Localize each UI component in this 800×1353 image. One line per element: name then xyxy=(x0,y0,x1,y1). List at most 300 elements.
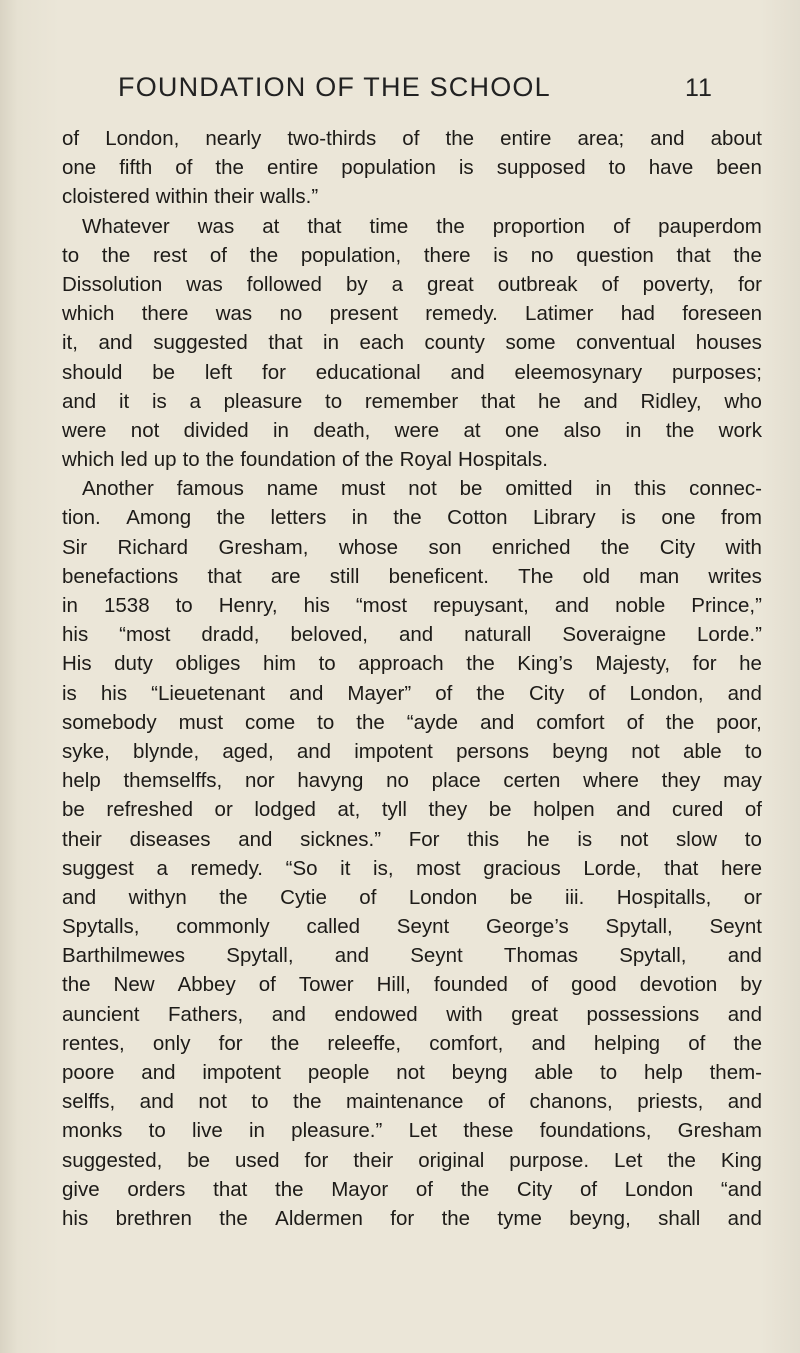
text-line xyxy=(62,737,762,766)
word: not xyxy=(631,739,660,763)
word: is xyxy=(621,506,636,530)
word: commonly xyxy=(176,915,270,939)
word: benefactions xyxy=(62,564,179,588)
word: left xyxy=(204,360,233,384)
word: certen xyxy=(503,769,561,793)
word: there xyxy=(141,302,189,326)
word: pleasure xyxy=(223,389,303,413)
body-text xyxy=(62,124,762,1233)
word: to xyxy=(744,739,762,763)
word: suggest xyxy=(62,856,134,880)
word: Hill, xyxy=(376,973,411,997)
word: 1538 xyxy=(103,594,150,617)
word: nor xyxy=(244,769,275,793)
word: “So xyxy=(285,856,318,880)
word: Gresham, xyxy=(218,535,309,559)
word: be xyxy=(152,360,176,384)
word: the xyxy=(460,1177,490,1201)
word: obliges xyxy=(175,652,241,676)
word: themselffs, xyxy=(123,769,223,793)
word: in xyxy=(248,1119,265,1143)
word: it xyxy=(118,389,130,413)
word: Aldermen xyxy=(275,1206,363,1230)
text-line xyxy=(62,533,762,562)
word: the xyxy=(445,127,474,150)
word: endowed xyxy=(334,1002,418,1026)
word: work xyxy=(718,418,762,442)
word: walls.” xyxy=(260,185,319,209)
word: not xyxy=(396,1061,425,1084)
word: in xyxy=(595,477,612,501)
word: not xyxy=(408,477,437,501)
word: that xyxy=(481,389,516,413)
word: county xyxy=(424,331,485,355)
word: persons xyxy=(456,739,530,763)
word: Spytalls, xyxy=(62,915,140,939)
word: name xyxy=(266,477,319,501)
word: Majesty, xyxy=(595,652,671,676)
word: sicknes.” xyxy=(300,827,382,851)
word: must xyxy=(178,710,224,734)
text-line xyxy=(62,299,762,328)
word: the xyxy=(393,506,422,530)
word: fifth xyxy=(119,156,153,180)
text-line xyxy=(62,562,762,591)
word: from xyxy=(721,506,762,530)
word: it xyxy=(340,856,351,880)
word: be xyxy=(187,1148,211,1172)
word: foreseen xyxy=(682,302,762,326)
text-line xyxy=(62,1029,762,1058)
word: is xyxy=(62,681,77,705)
word: Fathers, xyxy=(168,1002,244,1026)
word: havyng xyxy=(297,769,364,793)
word: brethren xyxy=(115,1206,192,1230)
word: of xyxy=(435,681,453,705)
word: with xyxy=(446,1002,483,1026)
word: in xyxy=(323,331,340,355)
word: be xyxy=(488,798,512,822)
word: writes xyxy=(708,564,762,588)
word: for xyxy=(304,1148,329,1172)
word: man xyxy=(639,564,680,588)
word: two-thirds xyxy=(287,127,377,150)
word: for xyxy=(218,1031,243,1055)
word: a xyxy=(189,389,201,413)
word: proportion xyxy=(492,214,586,238)
word: releeffe, xyxy=(327,1031,402,1055)
word: beyng, xyxy=(569,1206,631,1230)
word: syke, xyxy=(62,739,110,763)
word: had xyxy=(620,302,655,326)
word: King xyxy=(720,1148,762,1172)
word: Royal xyxy=(399,448,452,472)
word: and xyxy=(727,1206,762,1230)
word: up xyxy=(153,448,177,472)
word: devotion xyxy=(639,973,718,997)
word: lodged xyxy=(254,798,316,822)
word: were xyxy=(394,418,440,442)
word: and xyxy=(289,681,324,705)
word: “Lieuetenant xyxy=(151,681,266,705)
word: that xyxy=(207,564,242,588)
word: to xyxy=(600,1061,618,1084)
word: refreshed xyxy=(106,798,193,822)
word: there xyxy=(423,243,471,267)
word: the xyxy=(249,243,279,267)
word: gracious xyxy=(483,856,561,880)
word: present xyxy=(329,302,398,326)
word: their xyxy=(62,827,102,851)
word: in xyxy=(272,418,289,442)
word: population xyxy=(341,156,436,180)
word: for xyxy=(390,1206,415,1230)
word: led xyxy=(120,448,148,472)
word: Prince,” xyxy=(691,594,762,617)
word: was xyxy=(215,302,253,326)
word: tion. xyxy=(62,506,101,530)
word: original xyxy=(418,1148,485,1172)
word: for xyxy=(738,272,762,296)
word: Mayer” xyxy=(347,681,412,705)
word: area; xyxy=(577,127,625,150)
word: used xyxy=(235,1148,280,1172)
word: monks xyxy=(62,1119,123,1143)
word: the xyxy=(356,710,385,734)
word: come xyxy=(245,710,296,734)
word: and xyxy=(141,1061,176,1084)
word: to xyxy=(325,389,343,413)
word: of xyxy=(487,1090,505,1114)
word: and xyxy=(398,623,434,647)
word: Lorde, xyxy=(583,856,642,880)
text-line xyxy=(62,241,762,270)
word: of xyxy=(626,710,644,734)
word: The xyxy=(518,564,554,588)
word: their xyxy=(214,185,255,209)
word: founded xyxy=(433,973,508,997)
word: of xyxy=(175,156,193,180)
word: Henry, xyxy=(218,594,278,617)
word: London xyxy=(408,885,478,909)
word: City xyxy=(528,681,565,705)
word: of xyxy=(613,214,631,238)
text-line xyxy=(62,445,762,474)
word: in xyxy=(351,506,368,530)
word: and xyxy=(727,944,762,968)
word: George’s xyxy=(485,915,569,939)
word: suggested, xyxy=(62,1148,163,1172)
word: and xyxy=(650,127,685,150)
word: one xyxy=(62,156,97,180)
word: cloistered xyxy=(62,185,150,209)
word: and xyxy=(98,331,133,355)
word: poore xyxy=(62,1061,115,1084)
word: beyng xyxy=(451,1061,508,1084)
word: of xyxy=(744,798,762,822)
word: the xyxy=(436,214,465,238)
word: entire xyxy=(500,127,552,150)
text-line xyxy=(62,1204,762,1233)
word: was xyxy=(197,214,235,238)
word: time xyxy=(369,214,409,238)
word: outbreak xyxy=(497,272,578,296)
word: or xyxy=(214,798,233,822)
word: that xyxy=(676,243,711,267)
word: withyn xyxy=(128,885,187,909)
word: at, xyxy=(337,798,361,822)
text-line xyxy=(62,883,762,912)
word: for xyxy=(692,652,717,676)
word: Spytall, xyxy=(226,944,294,968)
word: be xyxy=(62,798,85,822)
word: Cotton xyxy=(447,506,508,530)
word: Seynt xyxy=(410,944,463,968)
word: aged, xyxy=(222,739,274,763)
text-line xyxy=(62,825,762,854)
word: the xyxy=(270,1031,300,1055)
word: or xyxy=(743,885,762,909)
word: in xyxy=(62,594,78,617)
text-line xyxy=(62,503,762,532)
word: Whatever xyxy=(82,214,170,238)
word: and xyxy=(62,885,97,909)
text-line xyxy=(62,1116,762,1145)
word: maintenance xyxy=(346,1090,464,1114)
word: Seynt xyxy=(396,915,450,939)
word: Richard xyxy=(117,535,189,559)
word: the xyxy=(667,1148,696,1172)
word: Soveraigne xyxy=(562,623,667,647)
word: that xyxy=(213,1177,248,1201)
word: rentes, xyxy=(62,1031,125,1055)
word: letters xyxy=(270,506,327,530)
word: a xyxy=(156,856,168,880)
word: auncient xyxy=(62,1002,140,1026)
text-line xyxy=(62,620,762,649)
word: the xyxy=(466,652,495,676)
word: King’s xyxy=(517,652,573,676)
word: with xyxy=(725,535,762,559)
word: Spytall, xyxy=(605,915,673,939)
word: Tower xyxy=(298,973,354,997)
word: and xyxy=(616,798,651,822)
word: Seynt xyxy=(709,915,762,939)
word: at xyxy=(262,214,280,238)
word: death, xyxy=(313,418,371,442)
word: is, xyxy=(373,856,394,880)
word: to xyxy=(251,1090,269,1114)
word: been xyxy=(716,156,762,180)
word: great xyxy=(511,1002,558,1026)
word: his xyxy=(62,623,89,647)
word: and xyxy=(62,389,97,413)
word: which xyxy=(62,448,115,472)
word: poverty, xyxy=(642,272,715,296)
word: the xyxy=(733,243,762,267)
word: Thomas xyxy=(503,944,578,968)
word: diseases xyxy=(129,827,211,851)
word: blynde, xyxy=(133,739,200,763)
word: “ayde xyxy=(406,710,459,734)
word: and xyxy=(450,360,485,384)
word: which xyxy=(62,302,115,326)
word: he xyxy=(537,389,561,413)
word: followed xyxy=(246,272,322,296)
word: this xyxy=(467,827,500,851)
word: helping xyxy=(593,1031,661,1055)
word: omitted xyxy=(505,477,573,501)
word: of xyxy=(341,448,360,472)
word: impotent xyxy=(202,1061,282,1084)
word: the xyxy=(665,418,695,442)
page-number: 11 xyxy=(685,74,713,102)
word: Another xyxy=(82,477,154,501)
word: and xyxy=(334,944,369,968)
word: rest xyxy=(152,243,188,267)
word: London xyxy=(624,1177,694,1201)
word: cured xyxy=(672,798,724,822)
word: priests, xyxy=(637,1090,704,1114)
text-line xyxy=(62,328,762,357)
word: Barthilmewes xyxy=(62,944,186,968)
word: his xyxy=(303,594,330,617)
word: conventual xyxy=(576,331,676,355)
word: to xyxy=(317,710,335,734)
text-line xyxy=(62,182,762,211)
word: also xyxy=(563,418,602,442)
word: Gresham xyxy=(677,1119,762,1143)
word: beneficent. xyxy=(388,564,489,588)
word: possessions xyxy=(586,1002,700,1026)
word: remedy. xyxy=(425,302,498,326)
text-line xyxy=(62,708,762,737)
word: Ridley, xyxy=(640,389,702,413)
word: of xyxy=(62,127,80,150)
word: be xyxy=(509,885,533,909)
text-line xyxy=(62,795,762,824)
text-line xyxy=(62,941,762,970)
word: must xyxy=(340,477,386,501)
word: to xyxy=(744,827,762,851)
word: of xyxy=(359,885,377,909)
word: the xyxy=(216,506,246,530)
word: him xyxy=(262,652,297,676)
word: pauperdom xyxy=(658,214,762,238)
word: who xyxy=(724,389,762,413)
word: the xyxy=(665,710,695,734)
word: pleasure.” xyxy=(291,1119,383,1143)
word: Dissolution xyxy=(62,272,163,296)
word: Hospitalls, xyxy=(616,885,712,909)
word: have xyxy=(648,156,694,180)
word: educational xyxy=(315,360,421,384)
word: poor, xyxy=(716,710,762,734)
word: “most xyxy=(355,594,408,617)
word: Among xyxy=(126,506,192,530)
word: that xyxy=(307,214,342,238)
word: where xyxy=(583,769,639,793)
word: beloved, xyxy=(290,623,368,647)
word: help xyxy=(643,1061,683,1084)
word: remedy. xyxy=(190,856,263,880)
word: somebody xyxy=(62,710,157,734)
word: they xyxy=(428,798,468,822)
word: the xyxy=(62,973,91,997)
word: be xyxy=(459,477,483,501)
word: he xyxy=(739,652,762,676)
word: the xyxy=(293,1090,322,1114)
word: Lorde.” xyxy=(696,623,762,647)
word: by xyxy=(740,973,762,997)
word: population, xyxy=(300,243,402,267)
word: enriched xyxy=(491,535,571,559)
word: that xyxy=(268,331,303,355)
word: and xyxy=(554,594,590,617)
word: and xyxy=(480,710,515,734)
word: still xyxy=(329,564,360,588)
word: a xyxy=(391,272,404,296)
word: and xyxy=(727,1090,762,1114)
word: is xyxy=(577,827,593,851)
word: about xyxy=(710,127,762,150)
word: the xyxy=(476,681,505,705)
word: and xyxy=(296,739,332,763)
word: the xyxy=(600,535,630,559)
text-line xyxy=(62,416,762,445)
word: impotent xyxy=(354,739,433,763)
word: is xyxy=(493,243,509,267)
word: in xyxy=(625,418,642,442)
text-line xyxy=(62,1058,762,1087)
word: to xyxy=(182,448,200,472)
word: “and xyxy=(720,1177,762,1201)
text-line xyxy=(62,1175,762,1204)
word: duty xyxy=(114,652,153,676)
text-line xyxy=(62,387,762,416)
word: the xyxy=(733,1031,762,1055)
word: live xyxy=(191,1119,223,1143)
word: eleemosynary xyxy=(514,360,643,384)
word: foundations, xyxy=(539,1119,652,1143)
word: his xyxy=(100,681,128,705)
word: For xyxy=(408,827,440,851)
word: London, xyxy=(629,681,704,705)
text-line xyxy=(62,153,762,182)
word: Let xyxy=(613,1148,643,1172)
word: City xyxy=(516,1177,553,1201)
word: Spytall, xyxy=(619,944,687,968)
word: for xyxy=(262,360,286,384)
word: old xyxy=(582,564,611,588)
word: selffs, xyxy=(62,1090,116,1114)
word: supposed xyxy=(496,156,586,180)
word: great xyxy=(427,272,474,296)
word: of xyxy=(601,272,619,296)
page-header xyxy=(0,72,800,112)
word: may xyxy=(723,769,762,793)
text-line xyxy=(62,124,762,153)
word: of xyxy=(258,973,276,997)
word: divided xyxy=(183,418,249,442)
word: their xyxy=(353,1148,394,1172)
word: Let xyxy=(408,1119,438,1143)
word: approach xyxy=(358,652,444,676)
word: Sir xyxy=(62,535,88,559)
word: they xyxy=(661,769,701,793)
text-line xyxy=(62,679,762,708)
word: some xyxy=(505,331,556,355)
